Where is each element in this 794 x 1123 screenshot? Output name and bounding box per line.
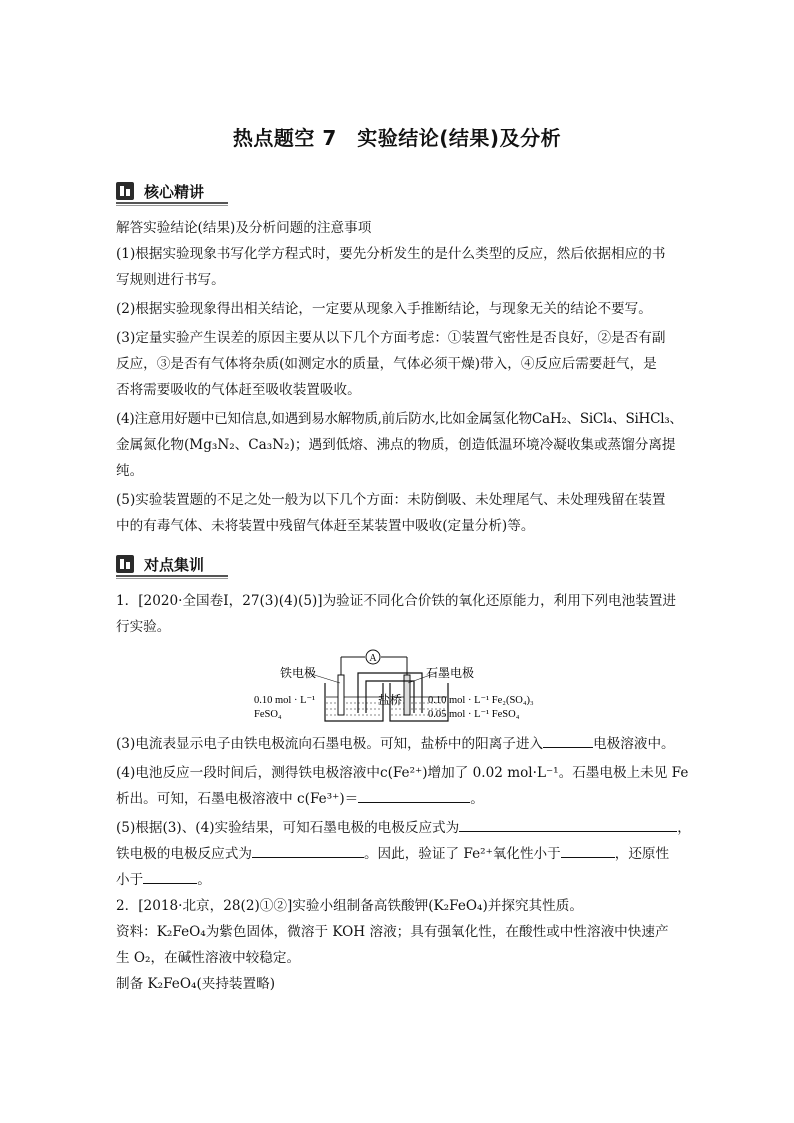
point-1-line-1: (1)根据实验现象书写化学方程式时，要先分析发生的是什么类型的反应，然后依据相应的书 <box>116 246 666 262</box>
question-2: 2．[2018·北京，28(2)①②]实验小组制备高铁酸钾(K₂FeO₄)并探究其性质。 <box>116 898 583 914</box>
q5-text-7: 。 <box>197 872 211 888</box>
section-rule-thin <box>116 578 228 579</box>
section-header-core <box>116 180 228 204</box>
point-3-line-2: 反应，③是否有气体将杂质(如测定水的质量，气体必须干燥)带入，④反应后需要赶气，是 <box>116 356 657 372</box>
point-5-line-2: 中的有毒气体、未将装置中残留气体赶至某装置中吸收(定量分析)等。 <box>116 518 535 534</box>
answer-blank[interactable] <box>358 788 470 803</box>
section-label: 对点集训 <box>144 556 205 574</box>
answer-blank[interactable] <box>143 869 197 884</box>
point-4-line-1: (4)注意用好题中已知信息,如遇到易水解物质,前后防水,比如金属氢化物CaH₂、SiCl₄、SiHCl₃、 <box>116 411 683 427</box>
material-line-2: 生 O₂，在碱性溶液中较稳定。 <box>116 950 301 966</box>
section-icon <box>116 555 134 573</box>
question-1-line-2: 行实验。 <box>116 619 171 635</box>
point-1-line-2: 写规则进行书写。 <box>116 272 225 288</box>
section-rule-thin <box>116 205 228 206</box>
question-1-part-5-line-2 <box>116 841 682 867</box>
q3-text: (3)电流表显示电子由铁电极流向石墨电极。可知，盐桥中的阳离子进入 <box>116 736 544 752</box>
left-solution-line-1: 0.10 mol · L⁻¹ <box>254 695 316 706</box>
section-icon <box>116 182 134 200</box>
answer-blank[interactable] <box>561 843 615 858</box>
left-beaker <box>325 683 383 721</box>
right-solution-line-1: 0.10 mol · L⁻¹ Fe₂(SO₄)₃ <box>428 695 534 706</box>
q5-text-5: ，还原性 <box>614 846 670 862</box>
q5-text-3: 铁电极的电极反应式为 <box>116 846 252 862</box>
q4-text: (4)电池反应一段时间后，测得铁电极溶液中 <box>116 765 380 781</box>
section-label: 核心精讲 <box>144 183 205 201</box>
q3-text-end: 电极溶液中。 <box>593 736 675 752</box>
iron-electrode-label: 铁电极 <box>280 666 317 680</box>
preparation-line: 制备 K₂FeO₄(夹持装置略) <box>116 976 276 992</box>
section-rule <box>116 202 228 204</box>
answer-blank[interactable] <box>459 817 677 832</box>
point-4-line-2: 金属氮化物(Mg₃N₂、Ca₃N₂)；遇到低熔、沸点的物质，创造低温环境冷凝收集或蒸馏分离提 <box>116 437 676 453</box>
ammeter-label: A <box>369 653 377 664</box>
question-1-part-4-line-2 <box>116 786 682 812</box>
left-solution-line-2: FeSO₄ <box>254 709 282 720</box>
page-title: 热点题空 7 实验结论(结果)及分析 <box>232 126 562 150</box>
section-header-practice <box>116 553 228 577</box>
q4-text-4: 。 <box>470 791 484 807</box>
right-solution-line-2: 0.05 mol · L⁻¹ FeSO₄ <box>428 709 520 720</box>
point-4-line-3: 纯。 <box>116 463 144 479</box>
q5-text-2: ， <box>677 820 691 836</box>
question-1-part-3 <box>116 731 682 757</box>
intro-line: 解答实验结论(结果)及分析问题的注意事项 <box>116 220 372 236</box>
q5-text-4: 。因此，验证了 Fe²⁺氧化性小于 <box>363 846 561 862</box>
answer-blank[interactable] <box>252 843 364 858</box>
question-1-line-1: 1．[2020·全国卷Ⅰ，27(3)(4)(5)]为验证不同化合价铁的氧化还原能力，利用下列电池装置进 <box>116 593 677 609</box>
point-3-line-3: 否将需要吸收的气体赶至吸收装置吸收。 <box>116 382 361 398</box>
graphite-electrode-label: 石墨电极 <box>426 666 475 680</box>
point-2: (2)根据实验现象得出相关结论，一定要从现象入手推断结论，与现象无关的结论不要写。 <box>116 301 652 317</box>
q4-text-2: c(Fe²⁺)增加了 0.02 mol·L⁻¹。石墨电极上未见 Fe <box>379 765 689 781</box>
question-1-part-5-line-3 <box>116 867 682 893</box>
point-5-line-1: (5)实验装置题的不足之处一般为以下几个方面：未防倒吸、未处理尾气、未处理残留在装置 <box>116 492 666 508</box>
material-line-1: 资料：K₂FeO₄为紫色固体，微溶于 KOH 溶液；具有强氧化性，在酸性或中性溶液中快速产 <box>116 924 669 940</box>
answer-blank[interactable] <box>543 733 593 748</box>
q4-text-3: 析出。可知，石墨电极溶液中 c(Fe³⁺)＝ <box>116 791 359 807</box>
cell-diagram <box>250 647 560 727</box>
q5-text-6: 小于 <box>116 872 144 888</box>
point-3-line-1: (3)定量实验产生误差的原因主要从以下几个方面考虑：①装置气密性是否良好，②是否有副 <box>116 330 666 346</box>
section-rule <box>116 575 228 577</box>
question-1-part-4-line-1 <box>116 760 689 786</box>
q5-text: (5)根据(3)、(4)实验结果，可知石墨电极的电极反应式为 <box>116 820 460 836</box>
salt-bridge-label: 盐桥 <box>377 693 403 707</box>
cell-diagram-svg <box>250 647 560 727</box>
question-1-part-5-line-1 <box>116 815 691 841</box>
